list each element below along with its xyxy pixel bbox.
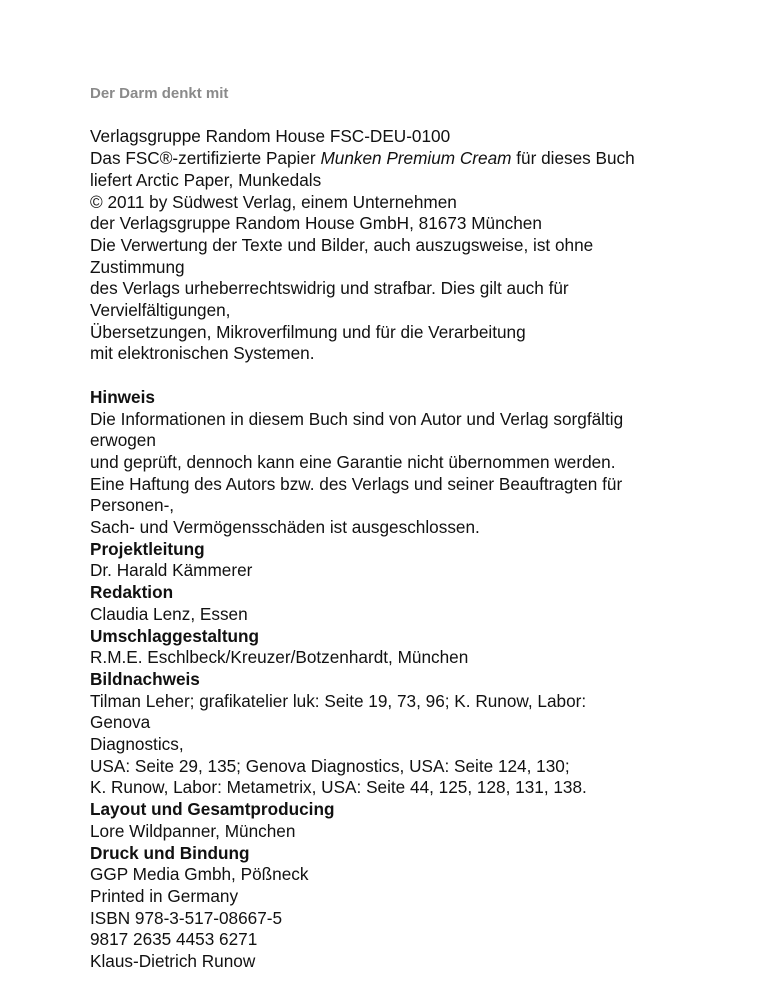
imprint-line: Die Verwertung der Texte und Bilder, auch auszugsweise, ist ohne: [90, 234, 594, 255]
hinweis-heading: Hinweis: [90, 386, 155, 407]
umschlag-value: R.M.E. Eschlbeck/Kreuzer/Botzenhardt, München: [90, 647, 469, 668]
imprint-line: liefert Arctic Paper, Munkedals: [90, 169, 322, 190]
redaktion-value: Claudia Lenz, Essen: [90, 603, 248, 624]
imprint-line: Übersetzungen, Mikroverfilmung und für die Verarbeitung: [90, 321, 526, 342]
umschlag-heading: Umschlaggestaltung: [90, 625, 260, 646]
imprint-line: Zustimmung: [90, 256, 185, 277]
imprint-line: [90, 148, 690, 170]
spacer: [90, 365, 690, 387]
projektleitung-heading: Projektleitung: [90, 538, 205, 559]
bildnachweis-line: Tilman Leher; grafikatelier luk: Seite 19, 73, 96; K. Runow, Labor:: [90, 690, 587, 711]
imprint-page: [90, 83, 690, 973]
imprint-text: für dieses Buch: [511, 148, 635, 169]
printed-in: Printed in Germany: [90, 885, 239, 906]
hinweis-block: [90, 387, 690, 539]
hinweis-line: Personen-,: [90, 495, 175, 516]
druck-value: GGP Media Gmbh, Pößneck: [90, 864, 309, 885]
book-title: Der Darm denkt mit: [90, 85, 229, 102]
imprint-line: © 2011 by Südwest Verlag, einem Unternehmen: [90, 191, 457, 212]
spacer: [90, 105, 690, 127]
bildnachweis-heading: Bildnachweis: [90, 668, 200, 689]
paper-brand: Munken Premium Cream: [320, 148, 512, 169]
author-name: Klaus-Dietrich Runow: [90, 951, 256, 972]
bildnachweis-line: Genova: [90, 712, 151, 733]
bildnachweis-line: K. Runow, Labor: Metametrix, USA: Seite 44, 125, 128, 131, 138.: [90, 777, 587, 798]
hinweis-line: Die Informationen in diesem Buch sind von Autor und Verlag sorgfältig: [90, 408, 624, 429]
isbn: ISBN 978-3-517-08667-5: [90, 907, 283, 928]
imprint-line: Verlagsgruppe Random House FSC-DEU-0100: [90, 126, 451, 147]
imprint-line: mit elektronischen Systemen.: [90, 343, 315, 364]
bildnachweis-line: Diagnostics,: [90, 734, 184, 755]
imprint-line: des Verlags urheberrechtswidrig und strafbar. Dies gilt auch für: [90, 278, 569, 299]
hinweis-line: Sach- und Vermögensschäden ist ausgeschlossen.: [90, 517, 480, 538]
credits-block: [90, 539, 690, 973]
hinweis-line: und geprüft, dennoch kann eine Garantie nicht übernommen werden.: [90, 451, 616, 472]
layout-value: Lore Wildpanner, München: [90, 820, 296, 841]
hinweis-line: Eine Haftung des Autors bzw. des Verlags und seiner Beauftragten für: [90, 473, 623, 494]
druck-heading: Druck und Bindung: [90, 842, 250, 863]
projektleitung-value: Dr. Harald Kämmerer: [90, 560, 253, 581]
imprint-text: Das FSC®-zertifizierte Papier: [90, 148, 321, 169]
code-number: 9817 2635 4453 6271: [90, 929, 258, 950]
layout-heading: Layout und Gesamtproducing: [90, 799, 335, 820]
redaktion-heading: Redaktion: [90, 582, 174, 603]
imprint-line: der Verlagsgruppe Random House GmbH, 81673 München: [90, 213, 542, 234]
imprint-block: [90, 126, 690, 365]
imprint-line: Vervielfältigungen,: [90, 300, 231, 321]
bildnachweis-line: USA: Seite 29, 135; Genova Diagnostics, USA: Seite 124, 130;: [90, 755, 570, 776]
hinweis-line: erwogen: [90, 430, 156, 451]
